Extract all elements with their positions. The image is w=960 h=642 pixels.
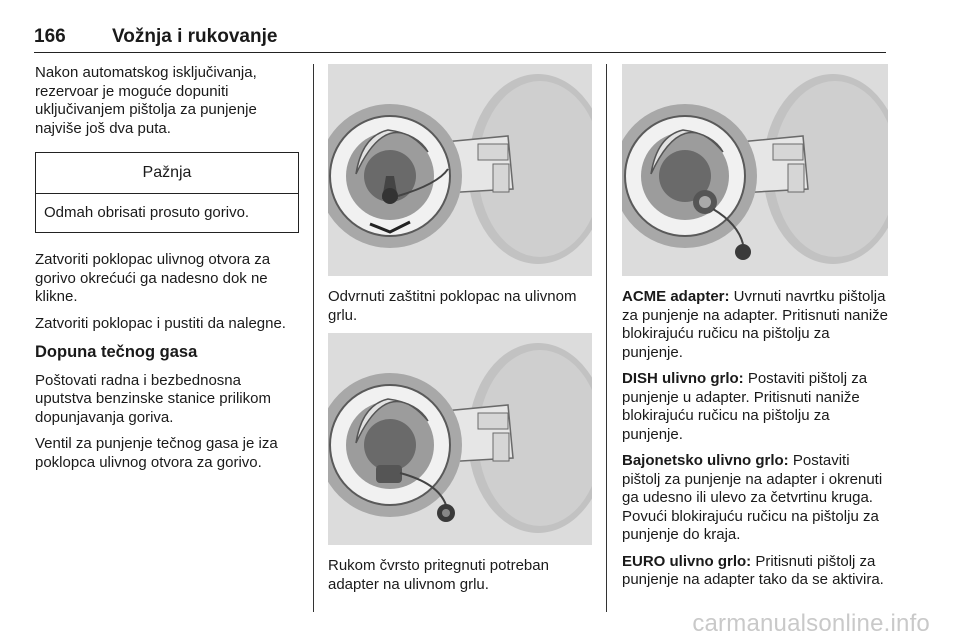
adapter-term: Bajonetsko ulivno grlo: (622, 452, 789, 469)
column-left (35, 64, 300, 480)
watermark: carmanualsonline.info (692, 610, 930, 637)
notice-box (35, 152, 299, 233)
adapter-item-acme (622, 288, 888, 362)
safety-paragraph: Poštovati radna i bezbednosna uputstva benzinske stanice prilikom dopunjavanja goriva. (35, 371, 271, 426)
close-cap-paragraph: Zatvoriti poklopac ulivnog otvora za gorivo okrećući ga nadesno dok ne klikne. (35, 251, 271, 305)
adapter-item-dish (622, 370, 888, 444)
adapter-item-bayonet (622, 452, 888, 545)
page-number: 166 (34, 26, 66, 47)
close-flap-paragraph: Zatvoriti poklopac i pustiti da nalegne. (35, 314, 286, 332)
column-divider (313, 64, 314, 612)
illustration-protective-cap (328, 64, 592, 276)
adapter-text: Uvrnuti navrtku pištolja za punjenje na adapter. Pritisnuti naniže blokirajuću ručicu na pištolju za punjenje. (622, 288, 889, 361)
page-header (34, 26, 886, 53)
notice-text: Odmah obrisati prosuto gorivo. (44, 203, 250, 221)
intro-paragraph: Nakon automatskog isključivanja, rezervoar je moguće dopuniti uključivanjem pištolja za punjenje najviše još dva puta. (35, 64, 257, 137)
illustration-screw-adapter (328, 333, 592, 545)
adapter-term: DISH ulivno grlo: (622, 370, 744, 387)
illustration-adapter-types (622, 64, 888, 276)
notice-title: Pažnja (36, 153, 298, 194)
section-heading: Dopuna tečnog gasa (35, 343, 198, 361)
column-divider (606, 64, 607, 612)
tighten-adapter-caption: Rukom čvrsto pritegnuti potreban adapter na ulivnom grlu. (328, 557, 549, 593)
adapter-text: Postaviti pištolj za punjenje na adapter i okrenuti ga udesno ili ulevo za četvrtinu kruga. Povući blokirajuću ručicu na pištolju za punjenje do kraja. (622, 452, 883, 543)
column-right (622, 64, 888, 598)
valve-paragraph: Ventil za punjenje tečnog gasa je iza poklopca ulivnog otvora za gorivo. (35, 435, 278, 471)
unscrew-cap-caption: Odvrnuti zaštitni poklopac na ulivnom grlu. (328, 288, 577, 324)
adapter-text: Pritisnuti pištolj za punjenje na adapter tako da se aktivira. (622, 552, 884, 588)
column-middle (328, 64, 592, 602)
adapter-text: Postaviti pištolj za punjenje u adapter. Pritisnuti naniže blokirajuću ručicu na pištolju za punjenje. (622, 370, 868, 443)
adapter-term: ACME adapter: (622, 288, 730, 305)
adapter-term: EURO ulivno grlo: (622, 552, 752, 570)
page-title: Vožnja i rukovanje (112, 26, 278, 47)
adapter-item-euro (622, 553, 888, 590)
